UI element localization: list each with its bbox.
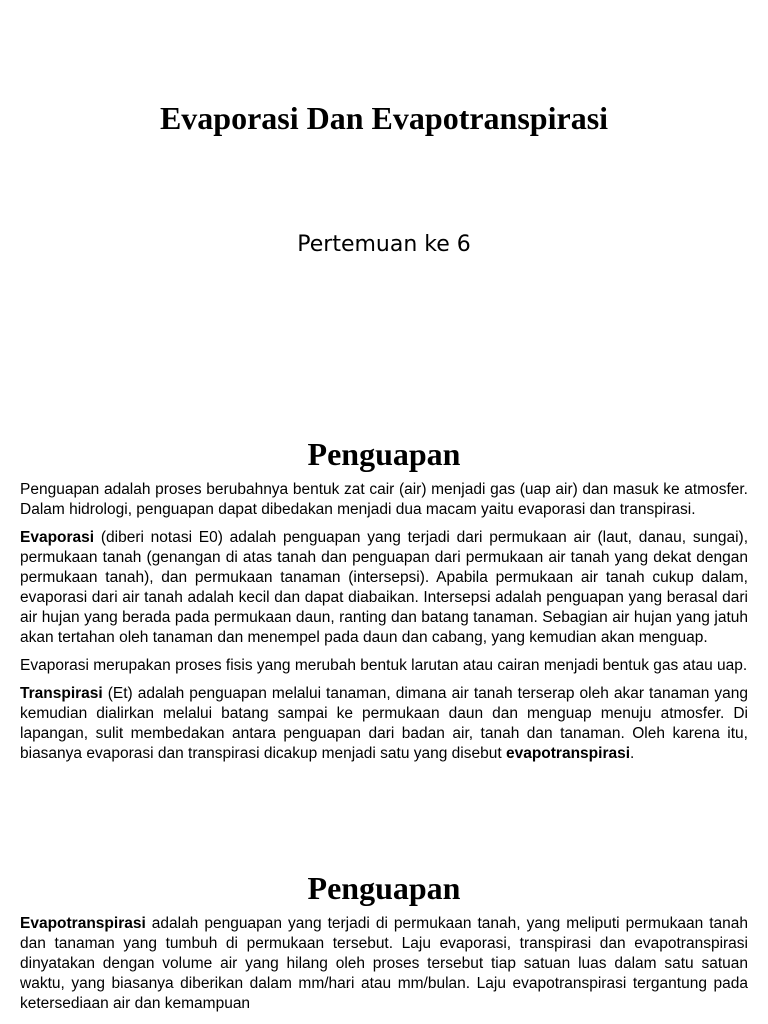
paragraph-text: (diberi notasi E0) adalah penguapan yang terjadi dari permukaan air (laut, danau, sungai), permukaan tanah (genangan di atas tanah dan penguapan dari permukaan air tanah yang dekat dengan permukaan tanah), dan permukaan tanaman (intersepsi). Apabila permukaan air tanah cukup dalam, evaporasi dari air tanah adalah kecil dan dapat diabaikan. Intersepsi adalah penguapan yang berasal dari air hujan yang berada pada permukaan daun, ranting dan batang tanaman. Sebagian air hujan yang jatuh akan tertahan oleh tanaman dan menempel pada daun dan cabang, yang kemudian akan menguap. [20, 529, 748, 646]
slide-subtitle: Pertemuan ke 6 [297, 232, 471, 257]
paragraph-evaporasi [20, 528, 748, 648]
paragraph-text: adalah penguapan yang terjadi di permukaan tanah, yang meliputi permukaan tanah dan tanaman yang tumbuh di permukaan tersebut. Laju evaporasi, transpirasi dan evapotranspirasi dinyatakan dengan volume air yang hilang oleh proses tersebut tiap satuan luas dalam satu satuan waktu, yang biasanya diberikan dalam mm/hari atau mm/bulan. Laju evapotranspirasi tergantung pada ketersediaan air dan kemampuan [20, 915, 748, 1012]
term-evaporasi: Evaporasi [20, 529, 95, 546]
title-slide [0, 0, 768, 420]
paragraph-text: Evaporasi merupakan proses fisis yang merubah bentuk larutan atau cairan menjadi bentuk gas atau uap. [20, 657, 748, 674]
body-text [20, 914, 748, 1014]
term-transpirasi: Transpirasi [20, 685, 103, 702]
paragraph-definition [20, 480, 748, 520]
penguapan-slide-1 [0, 436, 768, 772]
paragraph-transpirasi [20, 684, 748, 764]
slide-title: Evaporasi Dan Evapotranspirasi [159, 100, 609, 136]
section-heading: Penguapan [307, 436, 461, 472]
paragraph-text: Penguapan adalah proses berubahnya bentuk zat cair (air) menjadi gas (uap air) dan masuk ke atmosfer. Dalam hidrologi, penguapan dapat dibedakan menjadi dua macam yaitu evaporasi dan transpirasi. [20, 481, 748, 518]
body-text [20, 480, 748, 764]
paragraph-end: . [630, 745, 635, 762]
paragraph-text: (Et) adalah penguapan melalui tanaman, dimana air tanah terserap oleh akar tanaman yang kemudian dialirkan melalui batang sampai ke permukaan daun dan menguap menuju atmosfer. Di lapangan, sulit membedakan antara penguapan dari badan air, tanah dan tanaman. Oleh karena itu, biasanya evaporasi dan transpirasi dicakup menjadi satu yang disebut [20, 685, 748, 762]
paragraph-evaporasi-fisis [20, 656, 748, 676]
section-heading: Penguapan [307, 870, 461, 906]
paragraph-evapotranspirasi [20, 914, 748, 1014]
term-evapotranspirasi: Evapotranspirasi [20, 915, 146, 932]
term-evapotranspirasi: evapotranspirasi [505, 745, 631, 762]
penguapan-slide-2 [0, 870, 768, 1022]
